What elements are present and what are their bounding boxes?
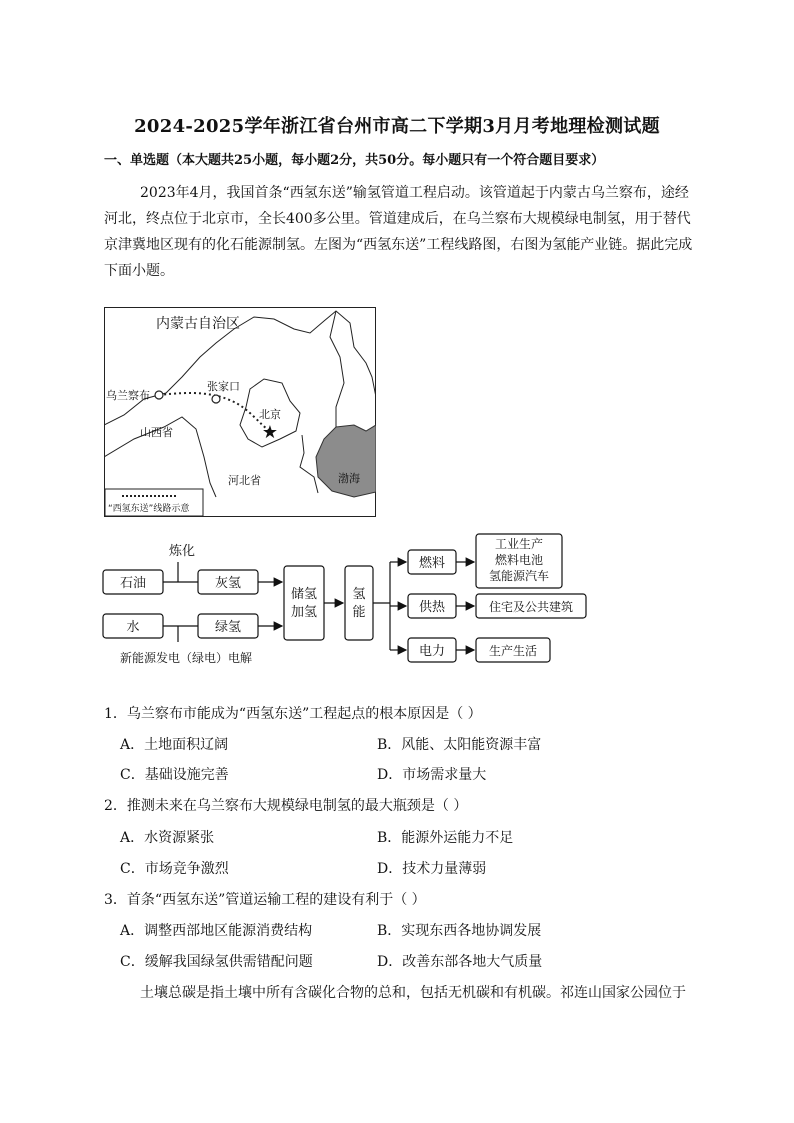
label-fuel-use-2: 燃料电池	[494, 553, 544, 567]
label-hebei: 河北省	[228, 474, 261, 487]
question-3-stem: 3．首条“西氢东送”管道运输工程的建设有利于（ ）	[104, 892, 426, 908]
intro-paragraph	[104, 180, 694, 284]
label-grey-h2: 灰氢	[214, 576, 242, 591]
label-bohai: 渤海	[338, 472, 360, 485]
label-green-h2: 绿氢	[214, 620, 242, 635]
q2-option-b[interactable]: B．能源外运能力不足	[377, 830, 514, 846]
beijing-star: ★	[261, 422, 279, 443]
label-fuel: 燃料	[418, 556, 446, 571]
ulanqab-marker	[155, 391, 163, 399]
question-1-stem: 1．乌兰察布市能成为“西氢东送”工程起点的根本原因是（ ）	[104, 706, 482, 722]
label-water: 水	[126, 620, 140, 635]
label-power: 电力	[418, 644, 446, 659]
label-power-use: 生产生活	[488, 644, 538, 658]
label-ulanqab: 乌兰察布	[106, 389, 150, 402]
page-title: 2024-2025学年浙江省台州市高二下学期3月月考地理检测试题	[134, 116, 660, 137]
label-fuel-use-1: 工业生产	[494, 537, 544, 551]
intro-line: 河北，终点位于北京市，全长400多公里。管道建成后，在乌兰察布大规模绿电制氢，用于替代	[104, 211, 691, 227]
label-inner-mongolia: 内蒙古自治区	[156, 316, 240, 332]
q1-option-b[interactable]: B．风能、太阳能资源丰富	[377, 737, 542, 753]
box-hydrogen-energy	[345, 566, 373, 640]
label-beijing: 北京	[259, 408, 281, 421]
label-shanxi: 山西省	[140, 426, 173, 439]
zhangjiakou-marker	[212, 395, 220, 403]
q2-option-c[interactable]: C．市场竞争激烈	[120, 861, 229, 877]
question-2-stem: 2．推测未来在乌兰察布大规模绿电制氢的最大瓶颈是（ ）	[104, 798, 468, 814]
intro-line: 下面小题。	[104, 263, 174, 279]
hydrogen-chain-diagram	[100, 532, 600, 668]
label-heating: 供热	[418, 600, 446, 615]
intro-line: 京津冀地区现有的化石能源制氢。左图为“西氢东送”工程线路图，右图为氢能产业链。据此完成	[104, 237, 693, 253]
label-storage-2: 加氢	[290, 605, 318, 620]
legend-label: “西氢东送”线路示意	[108, 504, 190, 514]
label-fuel-use-3: 氢能源汽车	[488, 569, 550, 583]
next-paragraph-line: 土壤总碳是指土壤中所有含碳化合物的总和，包括无机碳和有机碳。祁连山国家公园位于	[140, 985, 686, 1001]
route-map	[104, 307, 376, 517]
label-h2-energy-1: 氢	[352, 587, 366, 602]
q3-option-c[interactable]: C．缓解我国绿氢供需错配问题	[120, 954, 313, 970]
intro-line: 2023年4月，我国首条“西氢东送”输氢管道工程启动。该管道起于内蒙古乌兰察布，途经	[140, 185, 689, 201]
section-heading: 一、单选题（本大题共25小题，每小题2分，共50分。每小题只有一个符合题目要求）	[104, 153, 605, 168]
label-zhangjiakou: 张家口	[207, 380, 240, 393]
q3-option-d[interactable]: D．改善东部各地大气质量	[377, 954, 543, 970]
next-paragraph	[104, 980, 694, 1006]
label-h2-energy-2: 能	[352, 605, 366, 620]
q1-option-a[interactable]: A．土地面积辽阔	[120, 737, 229, 753]
q3-option-b[interactable]: B．实现东西各地协调发展	[377, 923, 542, 939]
q1-option-c[interactable]: C．基础设施完善	[120, 767, 229, 783]
box-storage	[284, 566, 324, 640]
label-oil: 石油	[119, 576, 147, 591]
q1-option-d[interactable]: D．市场需求量大	[377, 767, 487, 783]
label-storage-1: 储氢	[290, 587, 318, 602]
q3-option-a[interactable]: A．调整西部地区能源消费结构	[120, 923, 313, 939]
q2-option-d[interactable]: D．技术力量薄弱	[377, 861, 487, 877]
label-heating-use: 住宅及公共建筑	[488, 600, 574, 614]
label-refining: 炼化	[168, 544, 196, 559]
label-electrolysis: 新能源发电（绿电）电解	[119, 651, 253, 665]
q2-option-a[interactable]: A．水资源紧张	[120, 830, 215, 846]
